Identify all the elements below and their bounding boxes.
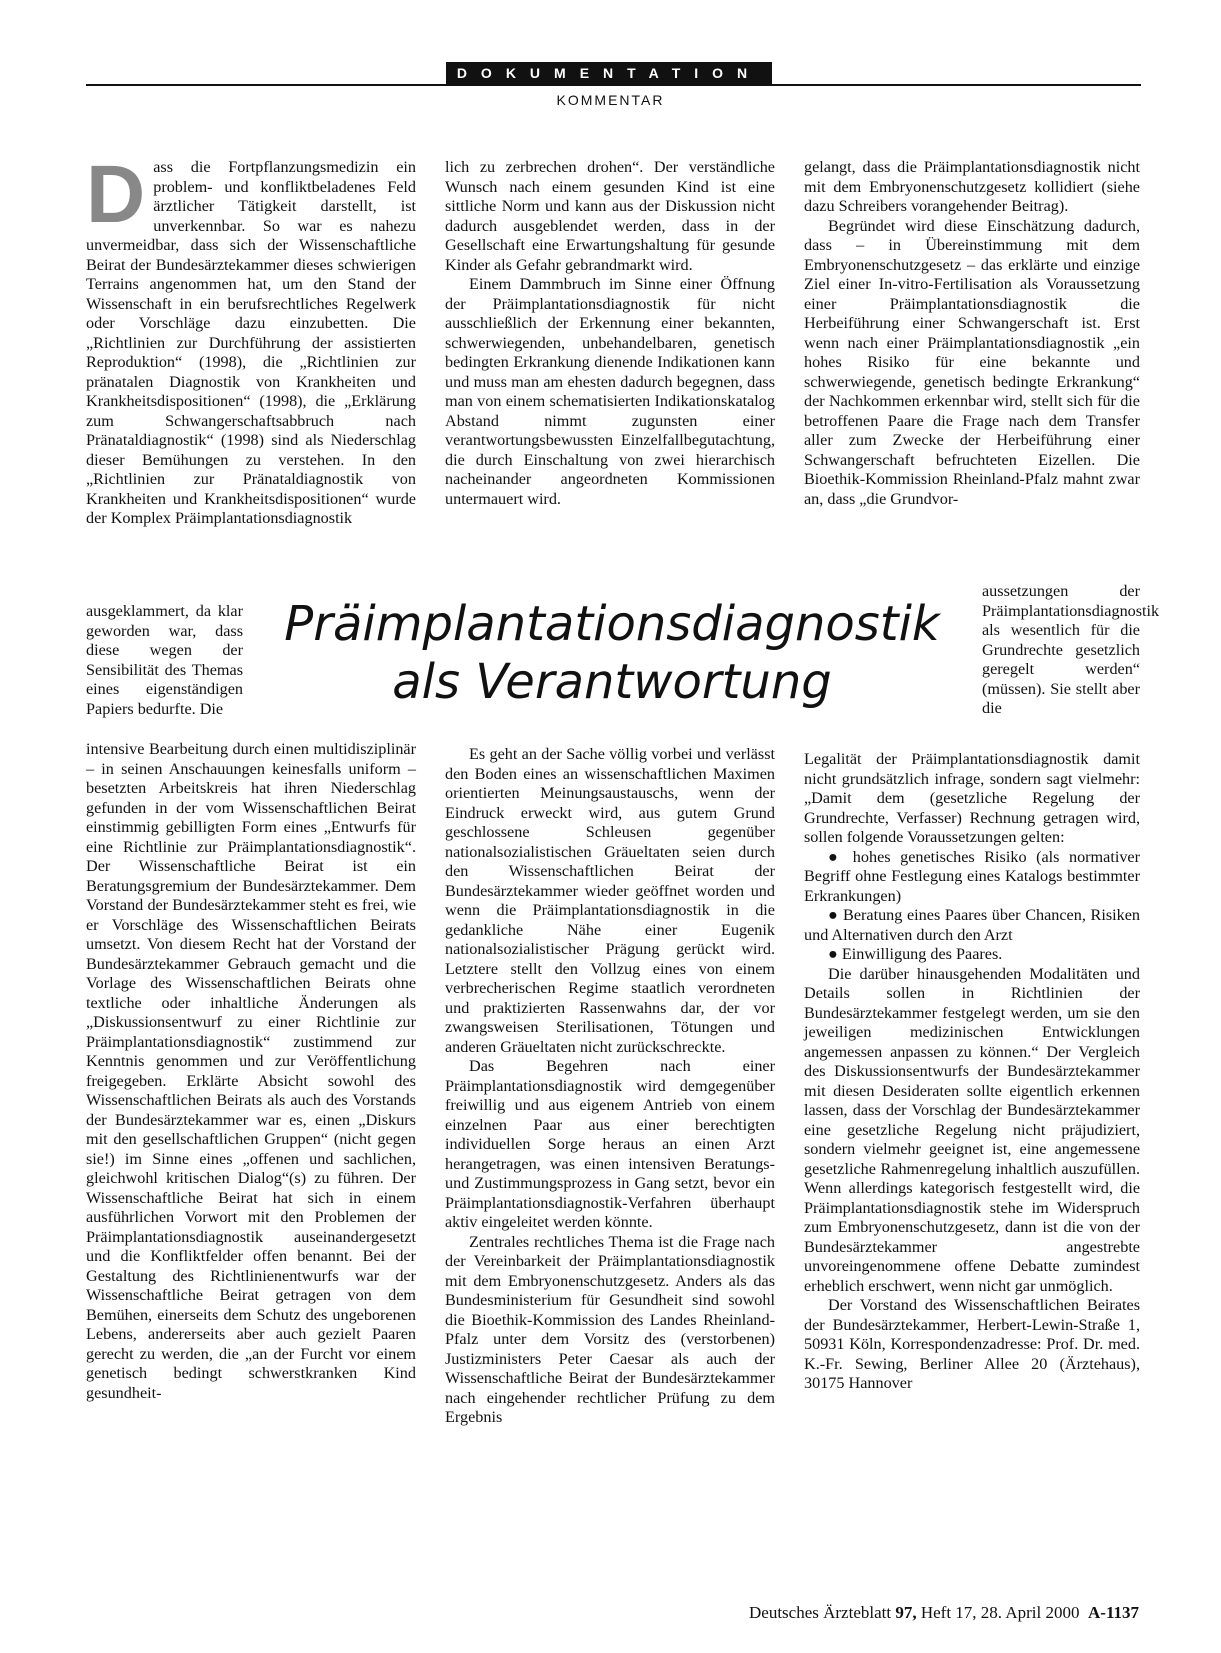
paragraph: gelangt, dass die Präimplantationsdiagnostik nicht mit dem Embryonenschutzgesetz kollidiert (siehe dazu Schreibers vorangehender Beitrag). xyxy=(804,158,1140,215)
column-3-narrow xyxy=(982,582,1160,719)
column-1-top xyxy=(86,149,416,529)
paragraph: Das Begehren nach einer Präimplantationsdiagnostik wird demgegenüber freiwillig und aus eigenem Antrieb von einem einzelnen Paar aus einer berechtigten individuellen Sorge heraus an einen Arzt herangetragen, was einen intensiven Beratungs- und Zustimmungsprozess in Gang setzt, bevor ein Präimplantationsdiagnostik-Verfahren überhaupt aktiv eingeleitet werden könnte. xyxy=(445,1057,775,1231)
author-note: Der Vorstand des Wissenschaftlichen Beirates der Bundesärztekammer, Herbert-Lewin-Straße 1, 50931 Köln, Korrespondenzadresse: Prof. Dr. med. K.-Fr. Sewing, Berliner Allee 20 (Ärztehaus), 30175 Hannover xyxy=(804,1296,1140,1392)
paragraph-text: ausgeklammert, da klar geworden war, dass diese wegen der Sensibilität des Themas eines eigenständigen Papiers bedurfte. Die xyxy=(86,602,243,718)
column-3-top xyxy=(804,158,1140,509)
column-3-bottom xyxy=(804,750,1140,1394)
paragraph: Die darüber hinausgehenden Modalitäten und Details sollen in Richtlinien der Bundesärztekammer festgelegt werden, um sie den jeweiligen medizinischen Entwicklungen angemessen anpassen zu können.“ Der Vergleich des Diskussionsentwurfs der Bundesärztekammer mit diesen Desideraten sollte eigentlich erkennen lassen, dass der Vorschlag der Bundesärztekammer eine gesetzliche Regelung nicht präjudiziert, sondern vielmehr geeignet ist, eine angemessene gesetzliche Rahmenregelung inhaltlich auszufüllen. Wenn allerdings kategorisch festgestellt wird, die Präimplantationsdiagnostik stehe im Widerspruch zum Embryonenschutzgesetz, dann ist die von der Bundesärztekammer angestrebte unvoreingenommene offene Debatte zumindest erheblich erschwert, wenn nicht gar unmöglich. xyxy=(804,964,1140,1295)
journal-name: Deutsches Ärzteblatt xyxy=(749,1603,892,1622)
issue-info: Heft 17, 28. April 2000 xyxy=(920,1603,1080,1622)
column-2-bottom xyxy=(445,745,775,1428)
paragraph: Einem Dammbruch im Sinne einer Öffnung der Präimplantationsdiagnostik für nicht ausschließlich der Erkennung einer bekannten, schwerwiegenden, unbehandelbaren, genetisch bedingten Erkrankung dienende Indikationen kann und muss man am ehesten dadurch begegnen, dass man von einem schematisierten Indikationskatalog Abstand nimmt zugunsten einer verantwortungsbewussten Einzelfallbegutachtung, die durch Einschaltung von zwei hierarchisch nacheinander angeordneten Kommissionen untermauert wird. xyxy=(445,275,775,508)
column-2-top xyxy=(445,158,775,509)
column-1-narrow xyxy=(86,602,243,719)
paragraph: Zentrales rechtliches Thema ist die Frage nach der Vereinbarkeit der Präimplantationsdiagnostik mit dem Embryonenschutzgesetz. Anders als das Bundesministerium für Gesundheit sind sowohl die Bioethik-Kommission des Landes Rheinland-Pfalz unter dem Vorsitz des (verstorbenen) Justizministers Peter Caesar als auch der Wissenschaftliche Beirat der Bundesärztekammer nach eingehender rechtlicher Prüfung zu dem Ergebnis xyxy=(445,1232,775,1426)
page-number: A-1137 xyxy=(1088,1603,1139,1622)
bullet-item: ● hohes genetisches Risiko (als normativer Begriff ohne Festlegung eines Katalogs bestimmter Erkrankungen) xyxy=(804,847,1140,905)
paragraph-text: aussetzungen der Präimplantationsdiagnostik als wesentlich für die Grundrechte gesetzlich geregelt werden“ (müssen). Sie stellt aber die xyxy=(982,582,1160,717)
volume: 97, xyxy=(895,1603,917,1622)
title-line-1: Präimplantationsdiagnostik xyxy=(284,596,940,652)
section-label: DOKUMENTATION xyxy=(446,62,772,84)
subsection-label: KOMMENTAR xyxy=(556,92,665,108)
paragraph xyxy=(86,149,416,529)
header-rule xyxy=(86,84,1141,86)
bullet-item: ● Einwilligung des Paares. xyxy=(828,945,1003,963)
paragraph: lich zu zerbrechen drohen“. Der verständliche Wunsch nach einem gesunden Kind ist eine sittliche Norm und kann aus der Diskussion nicht dadurch ausgeblendet werden, dass in der Gesellschaft eine Erwartungshaltung für gesunde Kinder als Gefahr gebrandmarkt wird. xyxy=(445,158,775,274)
title-line-2: als Verantwortung xyxy=(392,654,832,710)
column-1-bottom xyxy=(86,740,416,1403)
paragraph-text: Legalität der Präimplantationsdiagnostik damit nicht grundsätzlich infrage, sondern sagt vielmehr: „Damit dem (gesetzliche Regelung der Grundrechte, Verfasser) Rechnung getragen wird, sollen folgende Voraussetzungen gelten: xyxy=(804,750,1140,846)
drop-cap: D xyxy=(86,149,146,240)
paragraph-text: ass die Fortpflanzungsmedizin ein problem- und konfliktbeladenes Feld ärztlicher Tätigkeit darstellt, ist unverkennbar. So war es nahezu unvermeidbar, dass sich der Wissenschaftliche Beirat der Bundesärztekammer dieses schwierigen Terrains angenommen hat, um den Stand der Wissenschaft in ein berufsrechtliches Regelwerk oder Vorschläge dazu einzubetten. Die „Richtlinien zur Durchführung der assistierten Reproduktion“ (1998), die „Richtlinien zur pränatalen Diagnostik von Krankheiten und Krankheitsdispositionen“ (1998), die „Erklärung zum Schwangerschaftsabbruch nach Pränataldiagnostik“ (1998) sind als Niederschlag dieser Bemühungen zu verstehen. In den „Richtlinien zur Pränataldiagnostik von Krankheiten und Krankheitsdispositionen“ wurde der Komplex Präimplantationsdiagnostik xyxy=(86,158,416,527)
bullet-item: ● Beratung eines Paares über Chancen, Risiken und Alternativen durch den Arzt xyxy=(804,906,1140,944)
paragraph-text: intensive Bearbeitung durch einen multidisziplinär – in seinen Anschauungen keinesfalls uniform – besetzten Arbeitskreis hat ihren Niederschlag gefunden in der vom Wissenschaftlichen Beirat einstimmig gebilligten Form eines „Entwurfs für eine Richtlinie zur Präimplantationsdiagnostik“. Der Wissenschaftliche Beirat ist ein Beratungsgremium der Bundesärztekammer. Dem Vorstand der Bundesärztekammer steht es frei, wie er Vorschläge des Wissenschaftlichen Beirats umsetzt. Von diesem Recht hat der Vorstand der Bundesärztekammer Gebrauch gemacht und die Vorlage des Wissenschaftlichen Beirats ohne textliche oder inhaltliche Änderungen als „Diskussionsentwurf zu einer Richtlinie zur Präimplantationsdiagnostik“ zustimmend zur Kenntnis genommen und zur Veröffentlichung freigegeben. Erklärte Absicht sowohl des Wissenschaftlichen Beirats als auch des Vorstands der Bundesärztekammer war es, einen „Diskurs mit den gesellschaftlichen Gruppen“ (nicht gegen sie!) im Sinne eines „offenen und sachlichen, gleichwohl kritischen Dialog“(s) zu führen. Der Wissenschaftliche Beirat hat sich in einem ausführlichen Vorwort mit den Problemen der Präimplantationsdiagnostik auseinandergesetzt und die Konfliktfelder offen benannt. Bei der Gestaltung des Richtlinienentwurfs war der Wissenschaftliche Beirat getragen von dem Bemühen, einerseits dem Schutz des ungeborenen Lebens, andererseits aber auch gezielt Paaren gerecht zu werden, die „an der Furcht vor einem genetisch bedingt schwerstkranken Kind gesundheit- xyxy=(86,740,416,1402)
paragraph: Begründet wird diese Einschätzung dadurch, dass – in Übereinstimmung mit dem Embryonenschutzgesetz – das erklärte und einzige Ziel einer In-vitro-Fertilisation als Voraussetzung einer Präimplantationsdiagnostik die Herbeiführung einer Schwangerschaft ist. Erst wenn nach einer Präimplantationsdiagnostik „ein hohes Risiko für eine bekannte und schwerwiegende, genetisch bedingte Erkrankung“ der Nachkommen erkennbar wird, stellt sich für die betroffenen Paare die Frage nach dem Transfer aller zum Zwecke der Herbeiführung einer Schwangerschaft befruchteten Eizellen. Die Bioethik-Kommission Rheinland-Pfalz mahnt zwar an, dass „die Grundvor- xyxy=(804,216,1140,508)
paragraph: Es geht an der Sache völlig vorbei und verlässt den Boden eines an wissenschaftlichen Maximen orientierten Meinungsaustauschs, wenn der Eindruck erweckt wird, aus gutem Grund geschlossene Schleusen gegenüber nationalsozialistischen Gräueltaten seien durch den Wissenschaftlichen Beirat der Bundesärztekammer wieder geöffnet worden und wenn die Präimplantationsdiagnostik in die gedankliche Nähe einer Eugenik nationalsozialistischer Prägung gerückt wird. Letztere stellt den Vollzug eines von einem verbrecherischen Regime staatlich verordneten und praktizierten Rassenwahns dar, der vor zwangsweisen Sterilisationen, Tötungen und anderen Gräueltaten nicht zurückschreckte. xyxy=(445,745,775,1056)
article-title xyxy=(262,595,962,711)
page-footer xyxy=(749,1603,1139,1623)
